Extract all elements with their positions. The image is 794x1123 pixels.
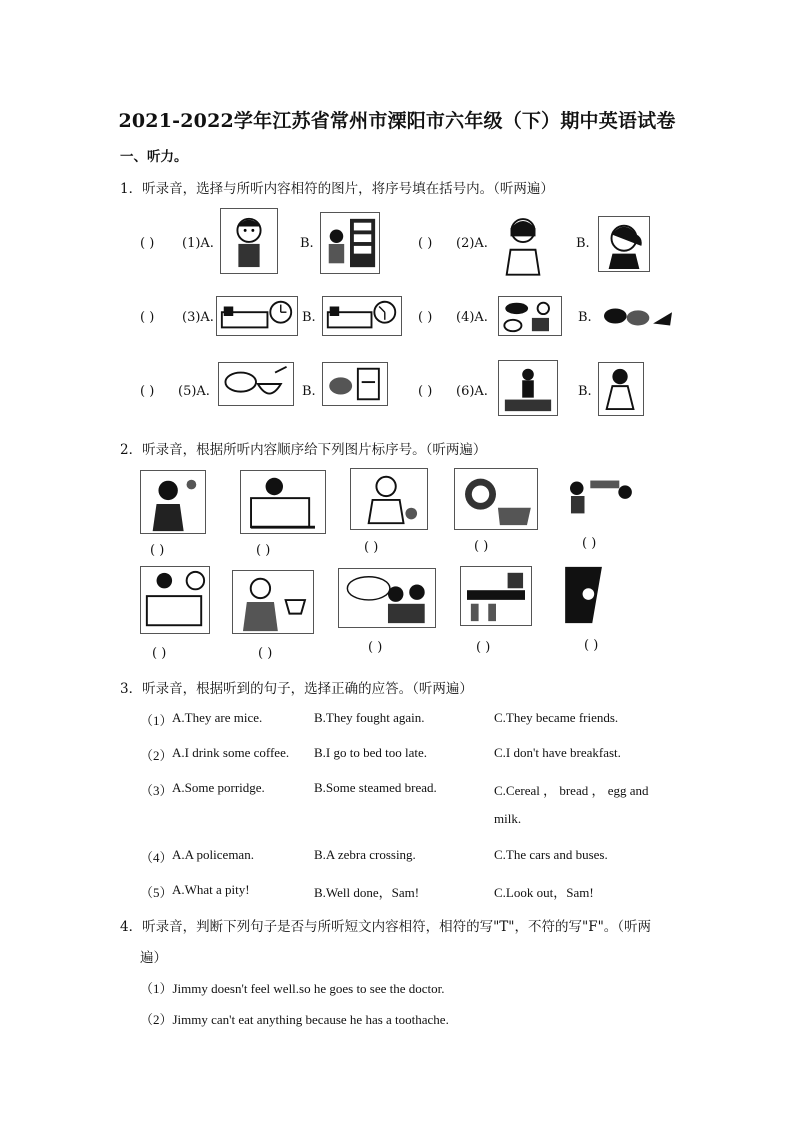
q3-row-2-number: （2） [140,748,173,763]
q2-picture-2[interactable] [240,470,326,534]
q2-answer-paren-6[interactable]: ( ) [152,646,167,661]
q1-item-1-label: (1)A. [182,236,214,251]
q3-row-4-option-c[interactable]: C.The cars and buses. [494,847,608,862]
q3-row-5-option-a[interactable]: A.What a pity! [172,882,250,897]
q2-answer-paren-9[interactable]: ( ) [476,640,491,655]
section-heading: 一、听力。 [120,149,188,165]
q1-item-4-label: (4)A. [456,310,488,325]
q2-picture-3[interactable] [350,468,428,530]
q3-row-5-option-b[interactable]: B.Well done，Sam! [314,885,420,900]
q1-item-2-b: B. [576,236,590,251]
q2-picture-9[interactable] [460,566,532,626]
q3-row-2-option-c[interactable]: C.I don't have breakfast. [494,745,621,760]
q1-answer-paren-4[interactable]: ( ) [418,310,433,325]
q1-answer-paren-2[interactable]: ( ) [418,236,433,251]
q2-prompt: 2．听录音，根据所听内容顺序给下列图片标序号。（听两遍） [120,442,487,458]
q2-answer-paren-10[interactable]: ( ) [584,638,599,653]
q1-5a-picture[interactable] [218,362,294,406]
q3-row-3-option-c-cont: milk. [494,811,522,826]
q2-answer-paren-3[interactable]: ( ) [364,540,379,555]
q1-answer-paren-3[interactable]: ( ) [140,310,155,325]
q1-prompt: 1．听录音，选择与所听内容相符的图片，将序号填在括号内。（听两遍） [120,181,554,197]
q2-answer-paren-8[interactable]: ( ) [368,640,383,655]
q1-5b-picture[interactable] [322,362,388,406]
q3-row-2-option-b[interactable]: B.I go to bed too late. [314,745,428,760]
q1-answer-paren-5[interactable]: ( ) [140,384,155,399]
q2-picture-5[interactable] [560,466,638,526]
q2-picture-10[interactable] [562,564,638,626]
q1-2a-picture[interactable] [498,210,548,278]
q3-row-1-option-b[interactable]: B.They fought again. [314,710,425,725]
q3-prompt: 3．听录音，根据听到的句子，选择正确的应答。（听两遍） [120,681,473,697]
q1-item-5-b: B. [302,384,316,399]
q1-1b-picture[interactable] [320,212,380,274]
q1-4a-picture[interactable] [498,296,562,336]
q4-statement-1: （1）Jimmy doesn't feel well.so he goes to see the doctor. [140,981,445,996]
q3-row-5-number: （5） [140,885,173,900]
q2-picture-8[interactable] [338,568,436,628]
q3-row-2-option-a[interactable]: A.I drink some coffee. [172,745,290,760]
q2-picture-6[interactable] [140,566,210,634]
q2-answer-paren-1[interactable]: ( ) [150,543,165,558]
q3-row-3-option-a[interactable]: A.Some porridge. [172,780,265,795]
q2-answer-paren-4[interactable]: ( ) [474,539,489,554]
q1-6b-picture[interactable] [598,362,644,416]
q4-prompt-cont: 遍） [140,950,167,966]
q3-row-1-number: （1） [140,713,173,728]
q3-row-5-option-c[interactable]: C.Look out，Sam! [494,885,594,900]
q1-2b-picture[interactable] [598,216,650,272]
q4-statement-2: （2）Jimmy can't eat anything because he has a toothache. [140,1012,449,1027]
q3-row-4-option-a[interactable]: A.A policeman. [172,847,254,862]
q2-answer-paren-2[interactable]: ( ) [256,543,271,558]
q3-row-3-option-c[interactable]: C.Cereal ， bread ， egg and [494,783,649,798]
q1-3a-picture[interactable] [216,296,298,336]
q1-6a-picture[interactable] [498,360,558,416]
q1-item-1-b: B. [300,236,314,251]
q2-picture-1[interactable] [140,470,206,534]
q1-item-6-b: B. [578,384,592,399]
q3-row-4-number: （4） [140,850,173,865]
q2-answer-paren-5[interactable]: ( ) [582,536,597,551]
q1-3b-picture[interactable] [322,296,402,336]
q1-4b-picture[interactable] [598,298,678,334]
q3-row-1-option-c[interactable]: C.They became friends. [494,710,619,725]
q3-row-4-option-b[interactable]: B.A zebra crossing. [314,847,416,862]
q1-answer-paren-1[interactable]: ( ) [140,236,155,251]
q3-row-3-option-b[interactable]: B.Some steamed bread. [314,780,437,795]
q4-prompt: 4．听录音，判断下列句子是否与所听短文内容相符，相符的写"T"，不符的写"F"。（听两 [120,919,652,935]
q2-answer-paren-7[interactable]: ( ) [258,646,273,661]
q2-picture-7[interactable] [232,570,314,634]
q1-item-3-label: (3)A. [182,310,214,325]
q1-item-2-label: (2)A. [456,236,488,251]
page-title: 2021-2022学年江苏省常州市溧阳市六年级（下）期中英语试卷 [118,110,676,132]
q1-1a-picture[interactable] [220,208,278,274]
q1-answer-paren-6[interactable]: ( ) [418,384,433,399]
q1-item-3-b: B. [302,310,316,325]
q3-row-1-option-a[interactable]: A.They are mice. [172,710,263,725]
q2-picture-4[interactable] [454,468,538,530]
q1-item-4-b: B. [578,310,592,325]
q1-item-5-label: (5)A. [178,384,210,399]
q1-item-6-label: (6)A. [456,384,488,399]
q3-row-3-number: （3） [140,783,173,798]
